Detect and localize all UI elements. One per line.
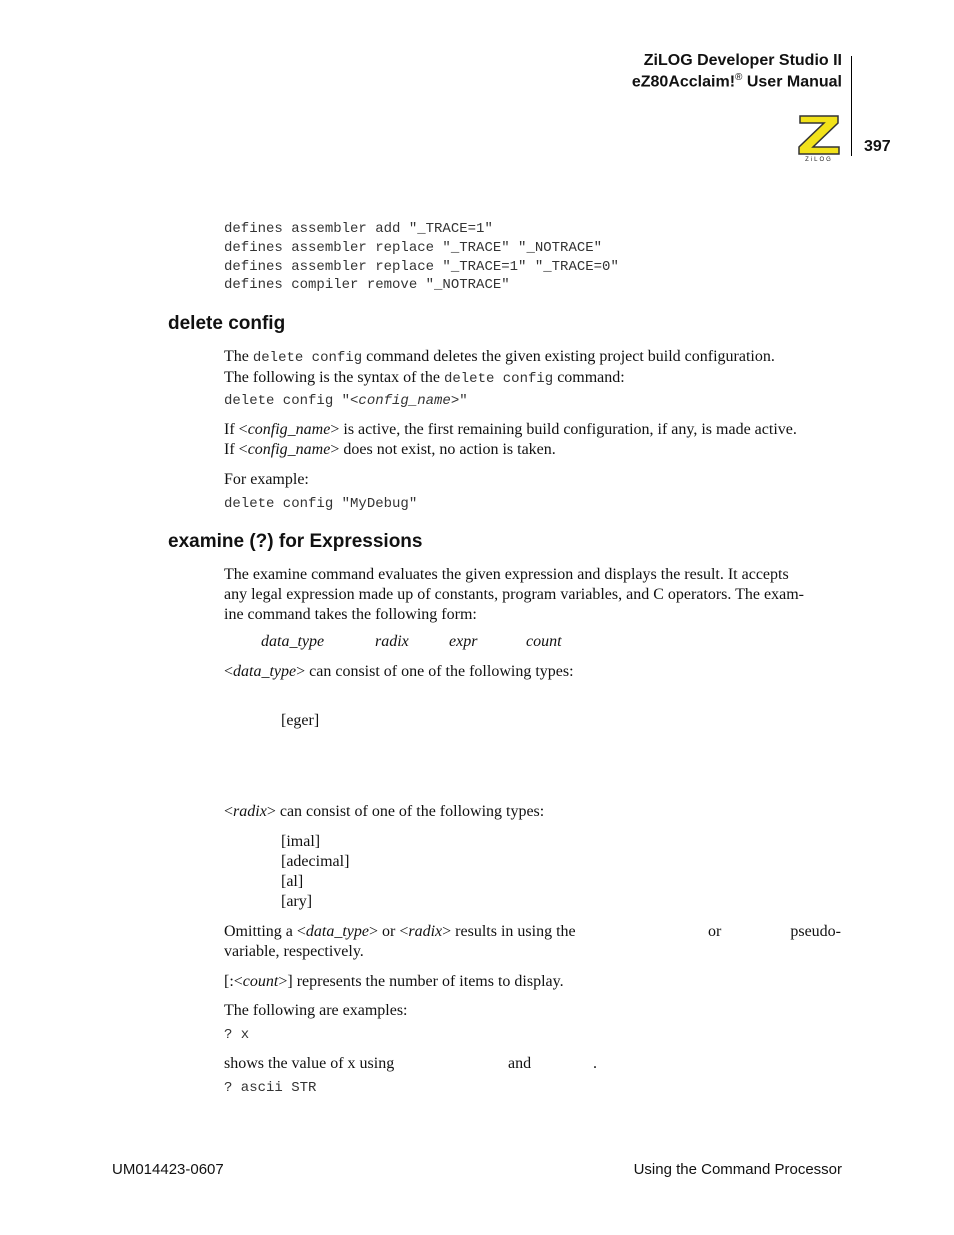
defines-code-line: defines compiler remove "_NOTRACE" — [224, 277, 510, 293]
examples-label: The following are examples: — [224, 1002, 408, 1019]
examine-example-code: ? ascii STR — [224, 1080, 317, 1096]
chapter-name: Using the Command Processor — [633, 1161, 842, 1178]
zilog-logo — [796, 112, 842, 162]
form-count: count — [526, 633, 562, 650]
delete-config-example-code: delete config "MyDebug" — [224, 496, 418, 512]
delete-config-behavior: If <config_name> is active, the first remaining build configuration, if any, is made active. If <config_name> does not exist, no action is taken. — [224, 421, 797, 458]
form-radix: radix — [375, 633, 409, 650]
example-label: For example: — [224, 471, 309, 488]
page-number: 397 — [864, 138, 891, 155]
product-name: eZ80Acclaim! — [631, 73, 736, 91]
defines-code-line: defines assembler add "_TRACE=1" — [224, 221, 493, 237]
zilog-logo-icon — [796, 112, 842, 162]
defines-code-line: defines assembler replace "_TRACE" "_NOTRACE" — [224, 240, 603, 256]
registered-mark: ® — [735, 72, 743, 83]
examine-description: The examine command evaluates the given expression and displays the result. It accepts any legal expression made up of constants, program variables, and C operators. The exam- ine command takes the following form: — [224, 566, 804, 623]
example-explanation: shows the value of x using and . — [224, 1055, 597, 1072]
examine-example-code: ? x — [224, 1027, 250, 1043]
radix-intro: <radix> can consist of one of the following types: — [224, 803, 545, 820]
delete-config-description: The delete config command deletes the given existing project build configuration. The following is the syntax of the delete config command: — [224, 348, 775, 387]
defines-code-line: defines assembler replace "_TRACE=1" "_TRACE=0" — [224, 259, 619, 275]
count-note: [:<count>] represents the number of items to display. — [224, 973, 564, 990]
header-rule — [851, 56, 852, 156]
radix-item: [adecimal] — [281, 853, 350, 870]
radix-item: [al] — [281, 873, 304, 890]
data-type-item: [eger] — [281, 712, 320, 729]
document-title: ZiLOG Developer Studio II — [643, 52, 842, 69]
form-data-type: data_type — [261, 633, 325, 650]
radix-item: [imal] — [281, 833, 321, 850]
document-subtitle — [632, 72, 842, 91]
manual-name: User Manual — [742, 73, 842, 91]
radix-item: [ary] — [281, 893, 313, 910]
document-number: UM014423-0607 — [112, 1161, 224, 1178]
form-expr: expr — [449, 633, 478, 650]
omitting-note-line2: variable, respectively. — [224, 943, 364, 960]
delete-config-syntax: delete config "<config_name>" — [224, 393, 468, 409]
svg-text:ZiLOG: ZiLOG — [805, 157, 833, 162]
omitting-note-line1: Omitting a <data_type> or <radix> results in using the or pseudo- — [224, 923, 841, 940]
data-type-intro: <data_type> can consist of one of the following types: — [224, 663, 574, 680]
section-heading-examine: examine (?) for Expressions — [168, 531, 423, 552]
section-heading-delete-config: delete config — [168, 313, 286, 334]
